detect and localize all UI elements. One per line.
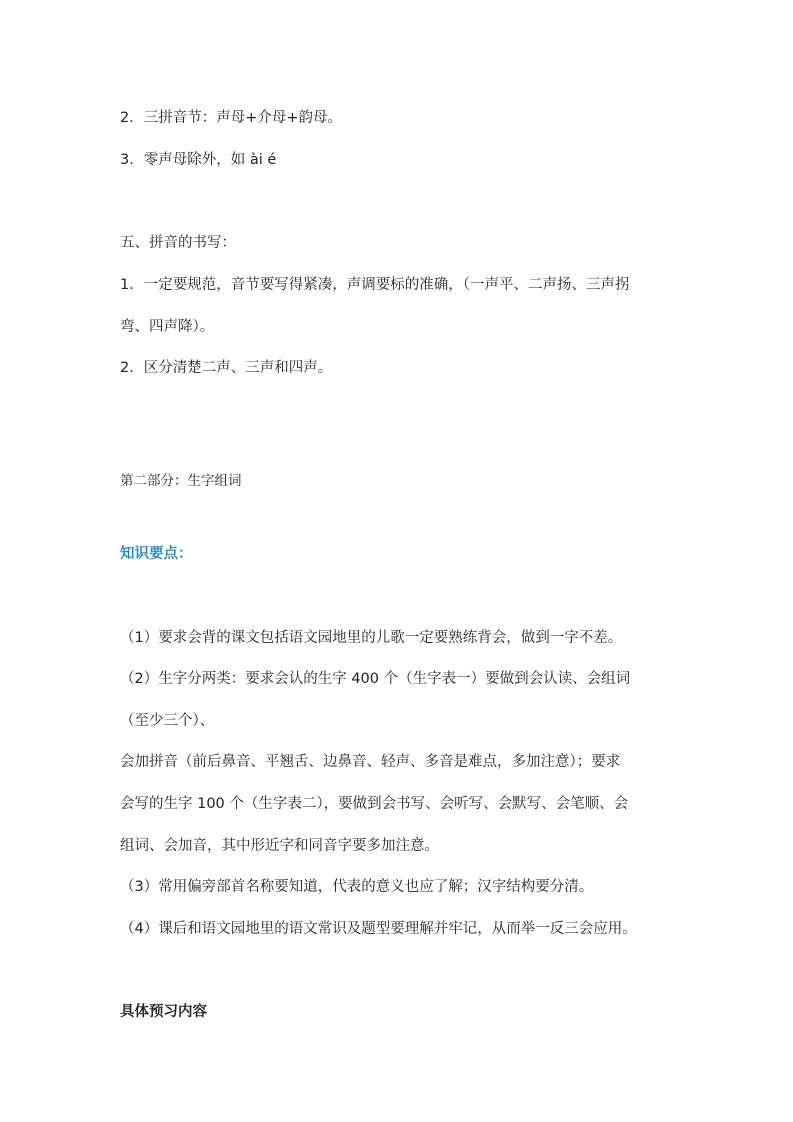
knowledge-heading: 知识要点： (120, 546, 193, 562)
text-line: （至少三个）、 (120, 713, 215, 729)
text-line: 会加拼音（前后鼻音、平翘舌、边鼻音、轻声、多音是难点，多加注意）；要求 (120, 754, 621, 770)
text-line: 3．零声母除外，如 ài é (120, 152, 277, 168)
text-line: 会写的生字 100 个（生字表二），要做到会书写、会听写、会默写、会笔顺、会 (120, 796, 629, 812)
text-line: 2．区分清楚二声、三声和四声。 (120, 360, 333, 376)
text-line: 1．一定要规范，音节要写得紧凑，声调要标的准确，（一声平、二声扬、三声拐 (120, 277, 630, 293)
text-line: 组词、会加音，其中形近字和同音字要多加注意。 (120, 838, 439, 854)
part-heading: 第二部分：生字组词 (120, 473, 242, 489)
text-line: （3）常用偏旁部首名称要知道，代表的意义也应了解；汉字结构要分清。 (120, 879, 594, 895)
section-heading: 五、拼音的书写： (120, 235, 236, 251)
preview-heading: 具体预习内容 (120, 1004, 207, 1020)
text-line: （4）课后和语文园地里的语文常识及题型要理解并牢记，从而举一反三会应用。 (120, 921, 637, 937)
text-line: （1）要求会背的课文包括语文园地里的儿歌一定要熟练背会，做到一字不差。 (120, 630, 623, 646)
text-line: 2．三拼音节：声母+介母+韵母。 (120, 110, 343, 126)
text-line: （2）生字分两类：要求会认的生字 400 个（生字表一）要做到会认读、会组词 (120, 671, 631, 687)
text-line: 弯、四声降）。 (120, 319, 215, 335)
